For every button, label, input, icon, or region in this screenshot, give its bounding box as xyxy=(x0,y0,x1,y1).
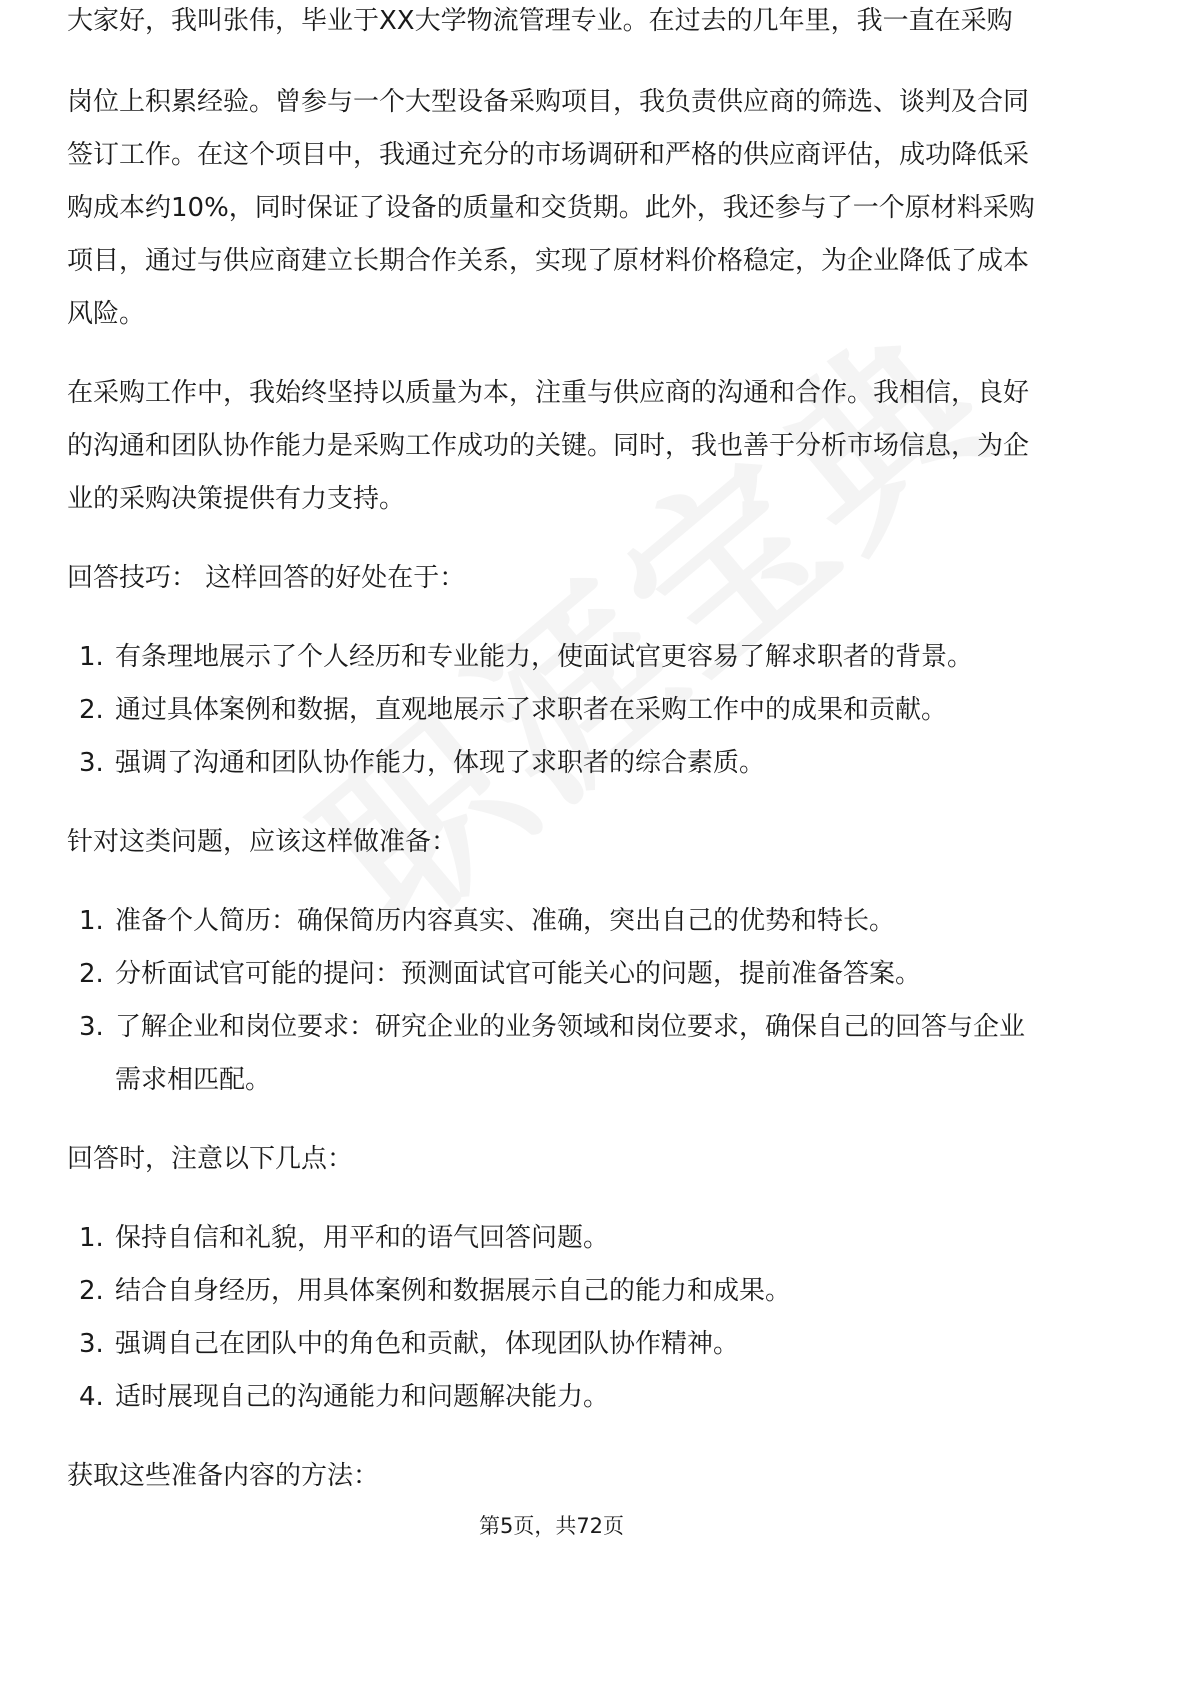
notes-heading: 回答时，注意以下几点： xyxy=(67,1144,354,1174)
list-text: 准备个人简历：确保简历内容真实、准确，突出自己的优势和特长。 xyxy=(115,906,896,936)
list-text: 通过具体案例和数据，直观地展示了求职者在采购工作中的成果和贡献。 xyxy=(115,695,948,725)
list-item xyxy=(67,1318,1037,1371)
list-number: 2. xyxy=(79,1276,104,1306)
list-item xyxy=(67,1371,1037,1424)
prep-list xyxy=(67,895,1037,1107)
list-text: 保持自信和礼貌，用平和的语气回答问题。 xyxy=(115,1223,610,1253)
list-text: 强调了沟通和团队协作能力，体现了求职者的综合素质。 xyxy=(115,748,766,778)
top-cut-line xyxy=(67,6,1047,56)
list-text: 强调自己在团队中的角色和贡献，体现团队协作精神。 xyxy=(115,1329,740,1359)
list-item xyxy=(67,1212,1037,1265)
list-item xyxy=(67,737,1037,790)
list-number: 2. xyxy=(79,959,104,989)
tips-list xyxy=(67,631,1037,790)
list-text: 分析面试官可能的提问：预测面试官可能关心的问题，提前准备答案。 xyxy=(115,959,922,989)
page-footer: 第5页，共72页 xyxy=(478,1514,625,1538)
list-number: 3. xyxy=(79,1012,104,1042)
paragraph-strengths: 在采购工作中，我始终坚持以质量为本，注重与供应商的沟通和合作。我相信，良好的沟通和团队协作能力是采购工作成功的关键。同时，我也善于分析市场信息，为企业的采购决策提供有力支持。 xyxy=(67,378,1030,514)
list-text: 适时展现自己的沟通能力和问题解决能力。 xyxy=(115,1382,610,1412)
list-number: 2. xyxy=(79,695,104,725)
list-number: 1. xyxy=(79,906,104,936)
paragraph-experience: 岗位上积累经验。曾参与一个大型设备采购项目，我负责供应商的筛选、谈判及合同签订工作。在这个项目中，我通过充分的市场调研和严格的供应商评估，成功降低采购成本约10%，同时保证了设备的质量和交货期。此外，我还参与了一个原材料采购项目，通过与供应商建立长期合作关系，实现了原材料价格稳定，为企业降低了成本风险。 xyxy=(67,87,1035,329)
list-text: 了解企业和岗位要求：研究企业的业务领域和岗位要求，确保自己的回答与企业需求相匹配。 xyxy=(115,1012,1026,1095)
list-number: 1. xyxy=(79,642,104,672)
list-item xyxy=(67,1001,1037,1107)
document-body xyxy=(67,76,1037,1529)
list-text: 结合自身经历，用具体案例和数据展示自己的能力和成果。 xyxy=(115,1276,792,1306)
top-cut-line-text: 大家好，我叫张伟，毕业于XX大学物流管理专业。在过去的几年里，我一直在采购 xyxy=(67,6,1013,36)
list-text: 有条理地展示了个人经历和专业能力，使面试官更容易了解求职者的背景。 xyxy=(115,642,974,672)
list-item xyxy=(67,1265,1037,1318)
notes-list xyxy=(67,1212,1037,1424)
list-item xyxy=(67,631,1037,684)
list-number: 3. xyxy=(79,1329,104,1359)
list-number: 3. xyxy=(79,748,104,778)
prep-heading: 针对这类问题，应该这样做准备： xyxy=(67,827,458,857)
tips-heading: 回答技巧： 这样回答的好处在于： xyxy=(67,563,466,593)
list-number: 1. xyxy=(79,1223,104,1253)
method-heading: 获取这些准备内容的方法： xyxy=(67,1461,380,1491)
list-item xyxy=(67,684,1037,737)
list-item xyxy=(67,895,1037,948)
list-number: 4. xyxy=(79,1382,104,1412)
list-item xyxy=(67,948,1037,1001)
